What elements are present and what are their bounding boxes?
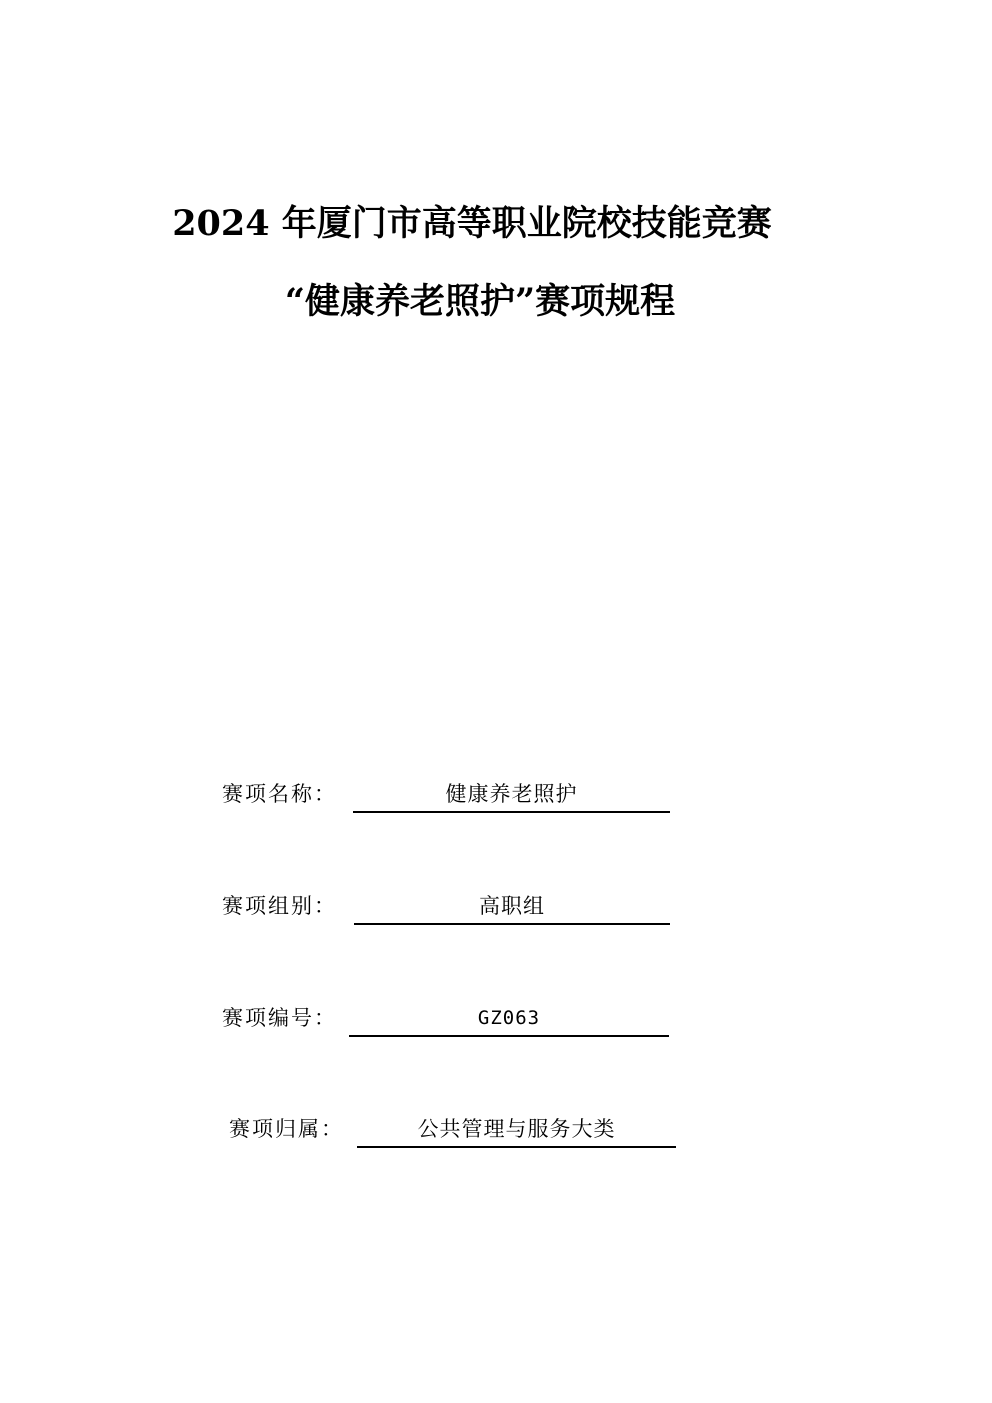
document-title-line-1: 2024 年厦门市高等职业院校技能竞赛 <box>172 203 772 244</box>
document-title-line-2: “健康养老照护”赛项规程 <box>284 281 676 322</box>
event-category-value: 公共管理与服务大类 <box>357 1112 676 1148</box>
event-name-label: 赛项名称： <box>222 782 337 806</box>
event-category-label: 赛项归属： <box>229 1117 344 1141</box>
event-group-label: 赛项组别： <box>222 894 337 918</box>
event-code-value: GZ063 <box>349 1001 669 1037</box>
event-code-label: 赛项编号： <box>222 1006 337 1030</box>
event-group-value: 高职组 <box>354 889 670 925</box>
event-name-value: 健康养老照护 <box>353 777 670 813</box>
